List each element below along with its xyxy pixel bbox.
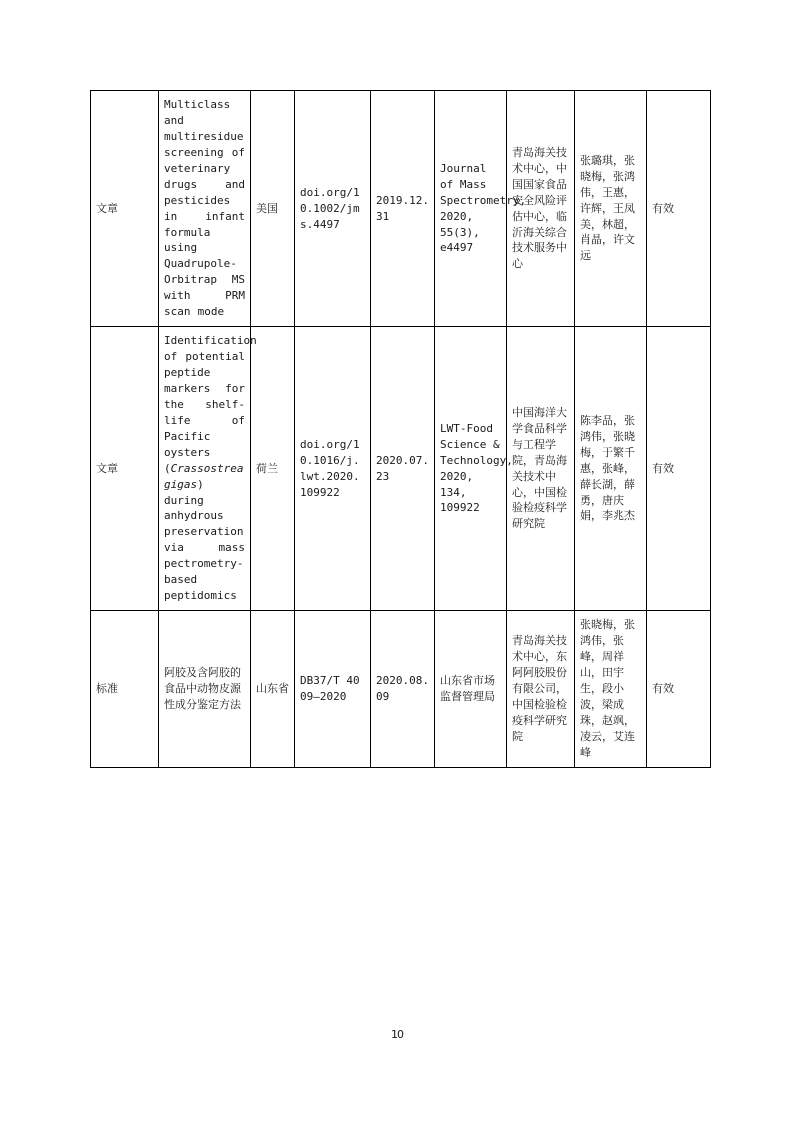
cell-type: 文章 (91, 327, 159, 611)
cell-authors: 张璐琪，张晓梅，张鸿伟，王惠，许辉，王凤美，林超，肖晶，许文远 (575, 91, 647, 327)
cell-status: 有效 (647, 327, 711, 611)
cell-title: Multiclass and multiresidue screening of veterinary drugs and pesticides in infant formula using Quadrupole-Orbitrap MS with PRM scan mode (159, 91, 251, 327)
cell-source: LWT-Food Science & Technology, 2020, 134, 109922 (435, 327, 507, 611)
cell-title: 阿胶及含阿胶的食品中动物皮源性成分鉴定方法 (159, 611, 251, 767)
title-part-plain-2: ) during anhydrous preservation via mass pectrometry-based peptidomics (164, 477, 245, 603)
cell-doi: doi.org/10.1016/j.lwt.2020.109922 (295, 327, 371, 611)
table-row (91, 611, 711, 767)
cell-date: 2020.08.09 (371, 611, 435, 767)
cell-authors: 张晓梅，张鸿伟，张峰，周祥山，田宇生，段小波，梁成珠，赵飒，凌云，艾连峰 (575, 611, 647, 767)
records-table (90, 90, 711, 768)
cell-source: 山东省市场监督管理局 (435, 611, 507, 767)
page-number: 10 (391, 1028, 403, 1041)
cell-doi: DB37/T 4009—2020 (295, 611, 371, 767)
cell-type: 文章 (91, 91, 159, 327)
cell-organization: 青岛海关技术中心，东阿阿胶股份有限公司，中国检验检疫科学研究院 (507, 611, 575, 767)
cell-date: 2019.12.31 (371, 91, 435, 327)
cell-region: 荷兰 (251, 327, 295, 611)
table-row (91, 91, 711, 327)
cell-source: Journal of Mass Spectrometry, 2020, 55(3), e4497 (435, 91, 507, 327)
cell-region: 美国 (251, 91, 295, 327)
cell-status: 有效 (647, 91, 711, 327)
cell-type: 标准 (91, 611, 159, 767)
table-row (91, 327, 711, 611)
cell-title (159, 327, 257, 611)
cell-region: 山东省 (251, 611, 295, 767)
cell-authors: 陈李品，张鸿伟，张晓梅，于繁千惠，张峰，薛长湖，薛勇，唐庆娟，李兆杰 (575, 327, 647, 611)
cell-organization: 中国海洋大学食品科学与工程学院，青岛海关技术中心，中国检验检疫科学研究院 (507, 327, 575, 611)
cell-organization: 青岛海关技术中心，中国国家食品安全风险评估中心，临沂海关综合技术服务中心 (507, 91, 575, 327)
title-part-plain-1: Identification of potential peptide markers for the shelf-life of Pacific oysters ( (164, 334, 257, 475)
cell-date: 2020.07.23 (371, 327, 435, 611)
cell-status: 有效 (647, 611, 711, 767)
title-part-italic: Crassostrea gigas (164, 461, 244, 491)
cell-doi: doi.org/10.1002/jms.4497 (295, 91, 371, 327)
